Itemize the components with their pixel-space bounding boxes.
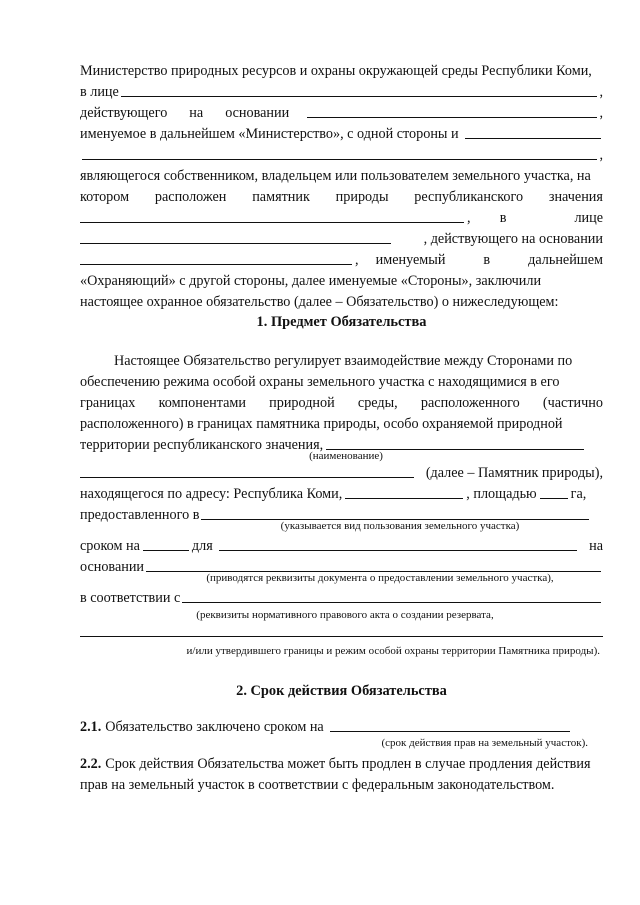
territory-name-blank-2[interactable] [80,477,414,478]
obligation-term-blank[interactable] [330,731,570,732]
address-blank[interactable] [345,498,463,499]
intro-line-5: , [80,144,603,164]
s1-line-8: предоставленного в [80,504,603,524]
intro-line-7: котором расположен памятник природы республиканского значения [80,189,603,205]
note-act-2: и/или утвердившего границы и режим особой охраны территории Памятника природы). [186,645,600,657]
s1-line-11: в соответствии с [80,587,603,607]
basis-blank[interactable] [307,117,597,118]
intro-line-8: , в лице [80,207,603,227]
s1-line-2: обеспечению режима особой охраны земельного участка с находящимися в его [80,374,560,390]
intro-line-3: действующего на основании , [80,105,603,121]
legal-act-blank-2[interactable] [80,636,603,637]
s2-line-3: прав на земельный участок в соответствии с федеральным законодательством. [80,777,555,793]
clause-2-1-number: 2.1. [80,719,102,735]
s1-line-3: границах компонентами природной среды, расположенного (частично [80,395,603,411]
area-blank[interactable] [540,498,568,499]
note-term: (срок действия прав на земельный участок). [381,737,588,749]
s2-line-1: 2.1. Обязательство заключено сроком на [80,716,603,736]
s1-line-10: основании [80,556,603,576]
legal-act-blank[interactable] [182,602,601,603]
note-name: (наименование) [309,450,383,462]
intro-line-6: являющегося собственником, владельцем или пользователем земельного участка, на [80,168,591,184]
intro-line-9: , действующего на основании [80,228,603,248]
s1-line-1: Настоящее Обязательство регулирует взаимодействие между Сторонами по [114,353,573,369]
term-blank[interactable] [143,550,189,551]
intro-line-10: , именуемый в дальнейшем [80,249,603,269]
intro-line-2: в лице , [80,84,603,100]
s1-line-5: территории республиканского значения, [80,434,603,454]
intro-line-1: Министерство природных ресурсов и охраны окружающей среды Республики Коми, [80,63,592,79]
intro-line-4: именуемое в дальнейшем «Министерство», с одной стороны и [80,123,603,143]
note-act: (реквизиты нормативного правового акта о создании резервата, [196,609,494,621]
guardian-rep-blank[interactable] [80,243,391,244]
s1-line-4: расположенного) в границах памятника природы, особо охраняемой природной [80,416,563,432]
intro-line-11: «Охраняющий» с другой стороны, далее именуемые «Стороны», заключили [80,273,542,289]
s1-line-9: сроком на для на [80,538,603,554]
s1-line-12 [80,621,603,641]
s1-line-6: (далее – Памятник природы), [80,462,603,482]
monument-name-blank[interactable] [80,222,464,223]
section-1-heading: 1. Предмет Обязательства [256,314,427,330]
purpose-blank[interactable] [219,550,577,551]
s1-line-7: находящегося по адресу: Республика Коми, , площадью га, [80,486,587,502]
s2-line-2: 2.2. Срок действия Обязательства может быть продлен в случае продления действия [80,756,591,772]
note-use: (указывается вид пользования земельного участка) [280,520,520,532]
intro-line-12: настоящее охранное обязательство (далее – Обязательство) о нижеследующем: [80,294,559,310]
guardian-basis-blank[interactable] [80,264,352,265]
represented-by-blank[interactable] [121,96,598,97]
note-doc: (приводятся реквизиты документа о предоставлении земельного участка), [206,572,554,584]
clause-2-2-number: 2.2. [80,756,102,772]
other-party-blank[interactable] [465,138,601,139]
section-2-heading: 2. Срок действия Обязательства [236,683,447,699]
other-party-blank-2[interactable] [82,159,597,160]
